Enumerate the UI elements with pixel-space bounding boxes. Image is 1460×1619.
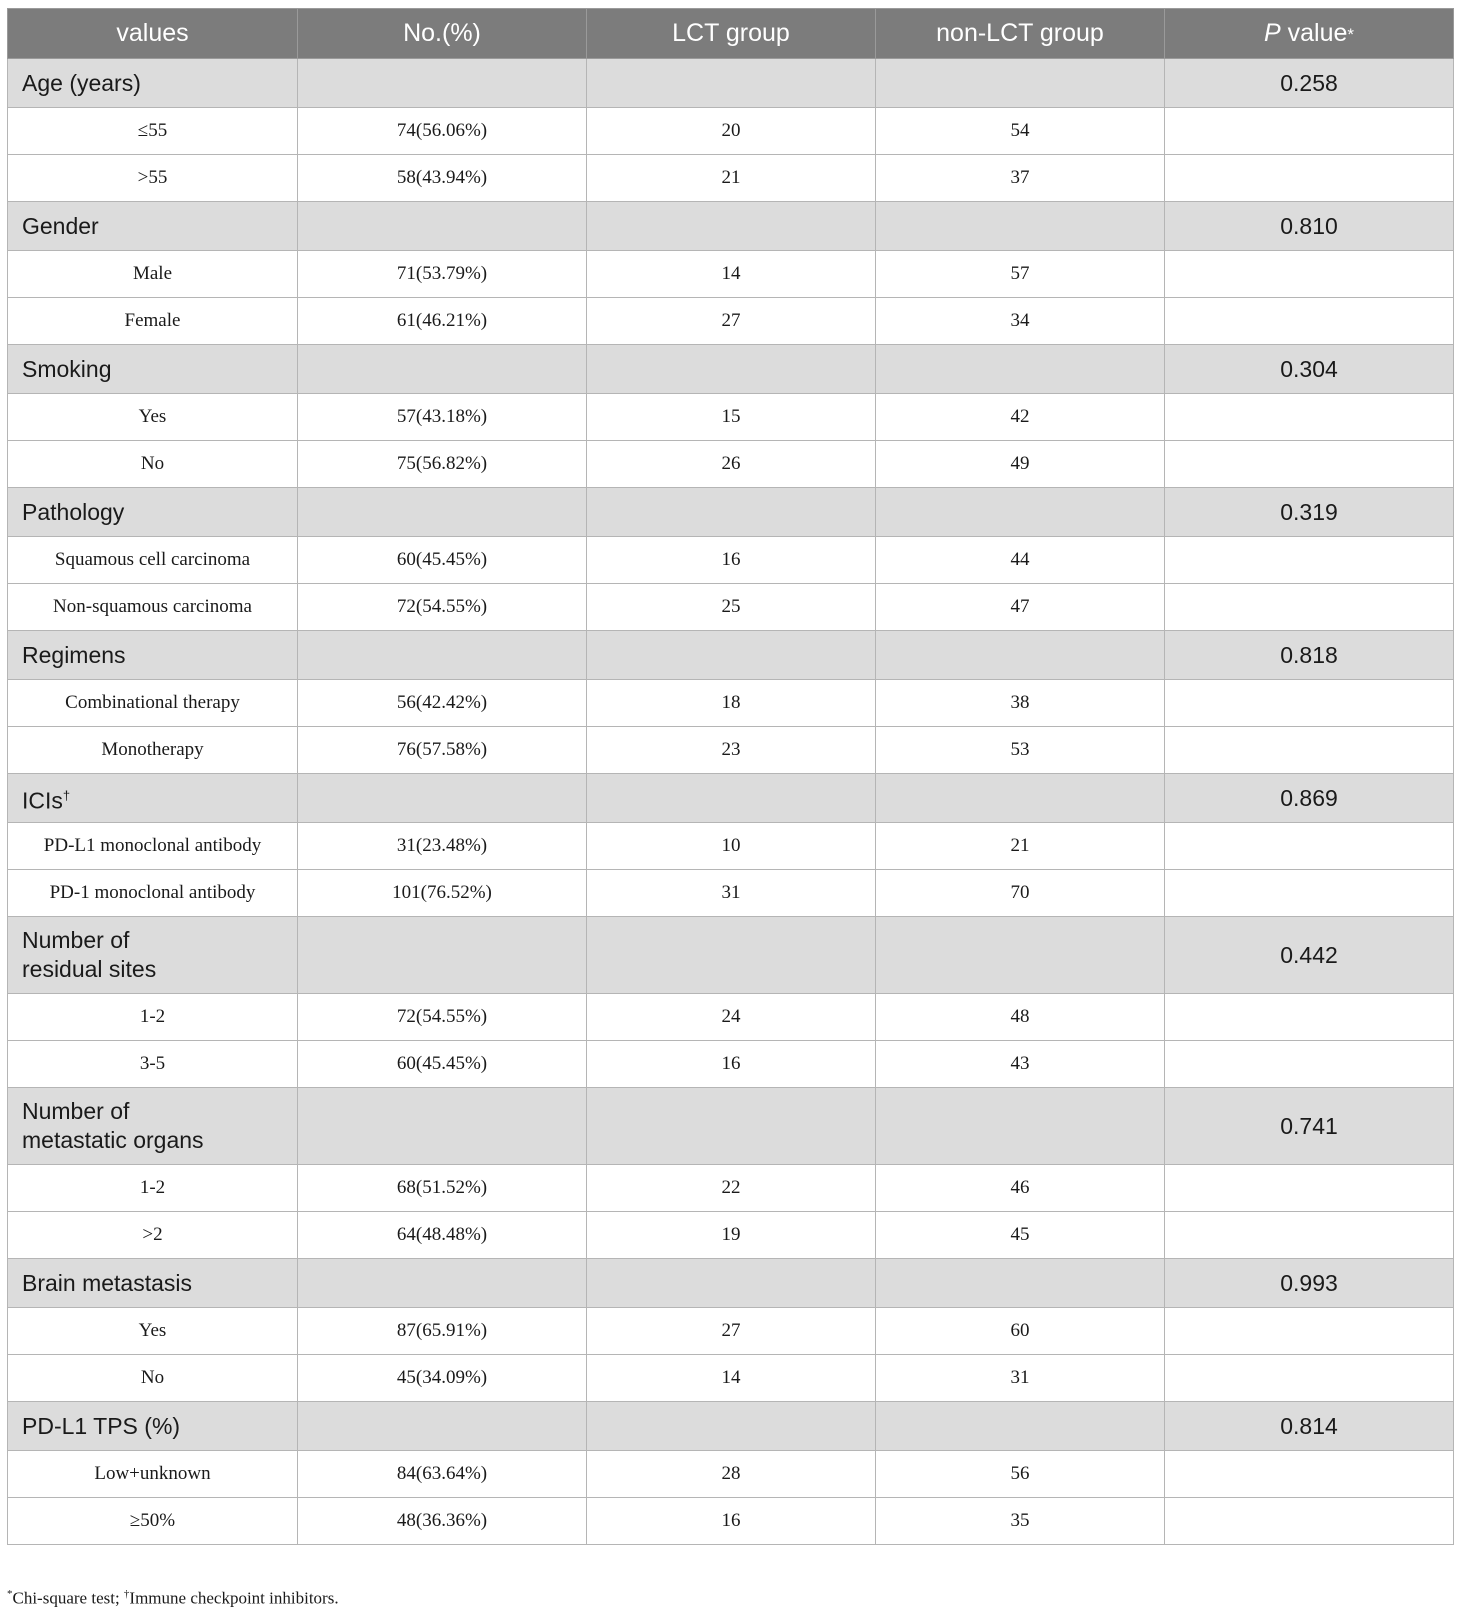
row-non-lct-count: 57: [876, 251, 1165, 298]
header-row: [8, 9, 1454, 59]
row-label: PD-1 monoclonal antibody: [8, 870, 298, 917]
table-row: [8, 441, 1454, 488]
row-count-percent: 71(53.79%): [298, 251, 587, 298]
row-p-empty: [1165, 994, 1454, 1041]
row-p-empty: [1165, 1451, 1454, 1498]
group-empty-cell: [587, 917, 876, 994]
group-p-value: 0.993: [1165, 1259, 1454, 1308]
header-p-value: [1165, 9, 1454, 59]
table-row: [8, 108, 1454, 155]
row-p-empty: [1165, 680, 1454, 727]
group-empty-cell: [587, 59, 876, 108]
row-non-lct-count: 31: [876, 1355, 1165, 1402]
group-p-value: 0.818: [1165, 631, 1454, 680]
group-p-value: 0.869: [1165, 774, 1454, 823]
group-name-line2: metastatic organs: [22, 1127, 204, 1153]
row-non-lct-count: 60: [876, 1308, 1165, 1355]
row-count-percent: 45(34.09%): [298, 1355, 587, 1402]
row-p-empty: [1165, 1165, 1454, 1212]
group-empty-cell: [876, 631, 1165, 680]
row-non-lct-count: 56: [876, 1451, 1165, 1498]
row-non-lct-count: 43: [876, 1041, 1165, 1088]
row-count-percent: 57(43.18%): [298, 394, 587, 441]
row-non-lct-count: 44: [876, 537, 1165, 584]
row-p-empty: [1165, 537, 1454, 584]
group-empty-cell: [298, 1259, 587, 1308]
table-row: [8, 1308, 1454, 1355]
row-label: >55: [8, 155, 298, 202]
table-row: [8, 1165, 1454, 1212]
footnote-mark-2: †: [123, 1588, 130, 1600]
table-row: [8, 394, 1454, 441]
row-lct-count: 24: [587, 994, 876, 1041]
row-count-percent: 84(63.64%): [298, 1451, 587, 1498]
row-non-lct-count: 47: [876, 584, 1165, 631]
row-p-empty: [1165, 394, 1454, 441]
group-row: [8, 1402, 1454, 1451]
group-name: Brain metastasis: [22, 1269, 193, 1296]
row-count-percent: 64(48.48%): [298, 1212, 587, 1259]
row-p-empty: [1165, 823, 1454, 870]
row-non-lct-count: 35: [876, 1498, 1165, 1545]
row-label: ≤55: [8, 108, 298, 155]
group-empty-cell: [298, 202, 587, 251]
table-row: [8, 1041, 1454, 1088]
row-non-lct-count: 37: [876, 155, 1165, 202]
row-lct-count: 22: [587, 1165, 876, 1212]
table-row: [8, 1451, 1454, 1498]
group-p-value: 0.304: [1165, 345, 1454, 394]
group-empty-cell: [298, 1088, 587, 1165]
group-name: Age (years): [22, 69, 141, 96]
row-lct-count: 31: [587, 870, 876, 917]
row-lct-count: 10: [587, 823, 876, 870]
row-lct-count: 25: [587, 584, 876, 631]
group-name-cell: [8, 1088, 298, 1165]
group-empty-cell: [298, 1402, 587, 1451]
group-name-cell: [8, 345, 298, 394]
row-p-empty: [1165, 251, 1454, 298]
group-empty-cell: [876, 917, 1165, 994]
row-lct-count: 15: [587, 394, 876, 441]
table-row: [8, 870, 1454, 917]
table-row: [8, 298, 1454, 345]
group-name: Regimens: [22, 641, 126, 668]
row-non-lct-count: 34: [876, 298, 1165, 345]
row-p-empty: [1165, 1355, 1454, 1402]
row-label: Male: [8, 251, 298, 298]
footnote-text-2: Immune checkpoint inhibitors.: [129, 1588, 339, 1608]
row-count-percent: 60(45.45%): [298, 537, 587, 584]
group-empty-cell: [587, 345, 876, 394]
row-label: Yes: [8, 1308, 298, 1355]
header-p-mark: *: [1347, 25, 1355, 44]
row-count-percent: 48(36.36%): [298, 1498, 587, 1545]
table-row: [8, 251, 1454, 298]
table-row: [8, 537, 1454, 584]
row-non-lct-count: 49: [876, 441, 1165, 488]
row-p-empty: [1165, 870, 1454, 917]
footnote-mark-1: *: [7, 1588, 13, 1600]
group-empty-cell: [298, 59, 587, 108]
group-p-value: 0.319: [1165, 488, 1454, 537]
row-lct-count: 16: [587, 1498, 876, 1545]
row-count-percent: 56(42.42%): [298, 680, 587, 727]
group-row: [8, 202, 1454, 251]
table-row: [8, 155, 1454, 202]
header-non-lct-group: non-LCT group: [876, 9, 1165, 59]
row-lct-count: 14: [587, 251, 876, 298]
row-lct-count: 21: [587, 155, 876, 202]
group-name-mark: †: [62, 787, 71, 803]
row-p-empty: [1165, 1308, 1454, 1355]
row-non-lct-count: 42: [876, 394, 1165, 441]
row-p-empty: [1165, 1212, 1454, 1259]
row-label: Non-squamous carcinoma: [8, 584, 298, 631]
row-label: No: [8, 1355, 298, 1402]
group-row: [8, 774, 1454, 823]
row-count-percent: 76(57.58%): [298, 727, 587, 774]
row-label: Combinational therapy: [8, 680, 298, 727]
table-row: [8, 727, 1454, 774]
row-p-empty: [1165, 1498, 1454, 1545]
group-empty-cell: [298, 774, 587, 823]
group-empty-cell: [587, 202, 876, 251]
row-non-lct-count: 54: [876, 108, 1165, 155]
row-lct-count: 23: [587, 727, 876, 774]
group-empty-cell: [876, 202, 1165, 251]
group-empty-cell: [298, 631, 587, 680]
group-name: Pathology: [22, 498, 125, 525]
row-count-percent: 68(51.52%): [298, 1165, 587, 1212]
patient-characteristics-table: [7, 8, 1454, 1545]
row-label: 3-5: [8, 1041, 298, 1088]
header-values: values: [8, 9, 298, 59]
row-lct-count: 28: [587, 1451, 876, 1498]
row-label: >2: [8, 1212, 298, 1259]
row-count-percent: 58(43.94%): [298, 155, 587, 202]
row-count-percent: 31(23.48%): [298, 823, 587, 870]
group-empty-cell: [587, 1402, 876, 1451]
row-non-lct-count: 21: [876, 823, 1165, 870]
row-count-percent: 101(76.52%): [298, 870, 587, 917]
header-lct-group: LCT group: [587, 9, 876, 59]
table-row: [8, 584, 1454, 631]
group-name-cell: [8, 488, 298, 537]
group-name-cell: [8, 917, 298, 994]
row-lct-count: 27: [587, 298, 876, 345]
row-non-lct-count: 70: [876, 870, 1165, 917]
group-row: [8, 917, 1454, 994]
group-empty-cell: [587, 631, 876, 680]
group-empty-cell: [587, 488, 876, 537]
group-row: [8, 59, 1454, 108]
group-row: [8, 1088, 1454, 1165]
group-name-cell: [8, 1259, 298, 1308]
row-non-lct-count: 46: [876, 1165, 1165, 1212]
group-row: [8, 631, 1454, 680]
group-name: ICIs: [22, 787, 63, 814]
row-p-empty: [1165, 298, 1454, 345]
group-empty-cell: [876, 59, 1165, 108]
group-row: [8, 345, 1454, 394]
group-empty-cell: [876, 1402, 1165, 1451]
row-lct-count: 16: [587, 537, 876, 584]
row-lct-count: 26: [587, 441, 876, 488]
group-empty-cell: [587, 774, 876, 823]
row-label: PD-L1 monoclonal antibody: [8, 823, 298, 870]
group-empty-cell: [587, 1088, 876, 1165]
row-label: Yes: [8, 394, 298, 441]
group-empty-cell: [876, 774, 1165, 823]
row-non-lct-count: 38: [876, 680, 1165, 727]
group-name: Smoking: [22, 355, 112, 382]
table-container: [7, 8, 1453, 1545]
row-lct-count: 18: [587, 680, 876, 727]
row-non-lct-count: 53: [876, 727, 1165, 774]
row-lct-count: 27: [587, 1308, 876, 1355]
group-name: Number of: [22, 927, 130, 953]
row-label: Low+unknown: [8, 1451, 298, 1498]
row-count-percent: 74(56.06%): [298, 108, 587, 155]
row-label: Female: [8, 298, 298, 345]
row-non-lct-count: 45: [876, 1212, 1165, 1259]
table-row: [8, 1212, 1454, 1259]
table-row: [8, 1498, 1454, 1545]
row-count-percent: 87(65.91%): [298, 1308, 587, 1355]
group-name-cell: [8, 59, 298, 108]
table-row: [8, 680, 1454, 727]
group-p-value: 0.810: [1165, 202, 1454, 251]
group-name-line2: residual sites: [22, 956, 157, 982]
row-lct-count: 19: [587, 1212, 876, 1259]
group-empty-cell: [587, 1259, 876, 1308]
row-label: Monotherapy: [8, 727, 298, 774]
group-empty-cell: [876, 345, 1165, 394]
footnote: [7, 1588, 339, 1609]
row-lct-count: 14: [587, 1355, 876, 1402]
row-count-percent: 72(54.55%): [298, 994, 587, 1041]
row-non-lct-count: 48: [876, 994, 1165, 1041]
table-body: [8, 59, 1454, 1545]
group-row: [8, 1259, 1454, 1308]
row-label: ≥50%: [8, 1498, 298, 1545]
row-label: No: [8, 441, 298, 488]
row-p-empty: [1165, 155, 1454, 202]
group-name: PD-L1 TPS (%): [22, 1412, 181, 1439]
group-empty-cell: [876, 1088, 1165, 1165]
group-p-value: 0.442: [1165, 917, 1454, 994]
group-p-value: 0.258: [1165, 59, 1454, 108]
group-name-cell: [8, 631, 298, 680]
row-count-percent: 61(46.21%): [298, 298, 587, 345]
row-p-empty: [1165, 584, 1454, 631]
group-name: Number of: [22, 1098, 130, 1124]
row-p-empty: [1165, 727, 1454, 774]
group-p-value: 0.814: [1165, 1402, 1454, 1451]
group-name: Gender: [22, 212, 99, 239]
header-p-italic: P: [1263, 19, 1281, 47]
row-lct-count: 16: [587, 1041, 876, 1088]
row-label: 1-2: [8, 1165, 298, 1212]
row-p-empty: [1165, 108, 1454, 155]
row-p-empty: [1165, 441, 1454, 488]
row-lct-count: 20: [587, 108, 876, 155]
table-row: [8, 823, 1454, 870]
row-label: Squamous cell carcinoma: [8, 537, 298, 584]
row-count-percent: 75(56.82%): [298, 441, 587, 488]
group-empty-cell: [298, 488, 587, 537]
table-row: [8, 1355, 1454, 1402]
group-p-value: 0.741: [1165, 1088, 1454, 1165]
group-name-cell: [8, 774, 298, 823]
group-row: [8, 488, 1454, 537]
table-row: [8, 994, 1454, 1041]
row-count-percent: 72(54.55%): [298, 584, 587, 631]
footnote-text-1: Chi-square test;: [12, 1588, 124, 1608]
group-name-cell: [8, 1402, 298, 1451]
group-empty-cell: [298, 345, 587, 394]
row-p-empty: [1165, 1041, 1454, 1088]
header-no-pct: No.(%): [298, 9, 587, 59]
group-empty-cell: [876, 488, 1165, 537]
header-p-rest: value: [1280, 19, 1348, 47]
group-empty-cell: [876, 1259, 1165, 1308]
row-count-percent: 60(45.45%): [298, 1041, 587, 1088]
group-empty-cell: [298, 917, 587, 994]
row-label: 1-2: [8, 994, 298, 1041]
group-name-cell: [8, 202, 298, 251]
